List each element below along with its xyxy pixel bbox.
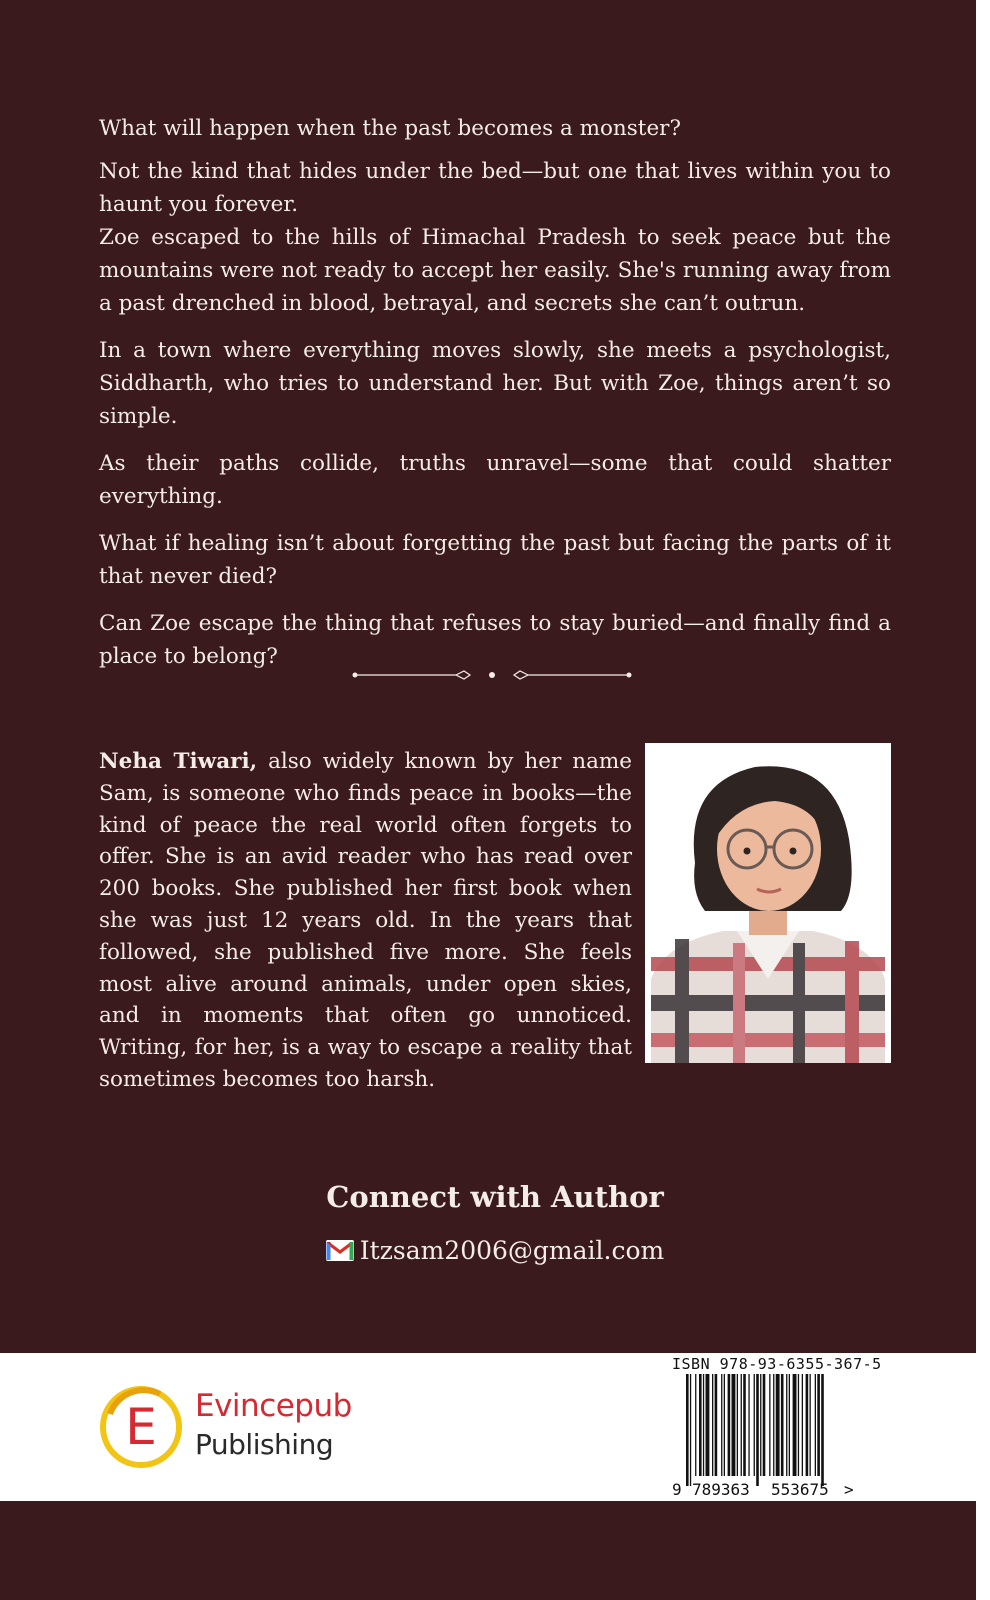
author-email[interactable]: Itzsam2006@gmail.com	[359, 1236, 665, 1265]
barcode-bar	[712, 1374, 713, 1476]
barcode-bar	[724, 1374, 725, 1476]
isbn-barcode	[672, 1374, 902, 1499]
author-photo	[645, 743, 891, 1063]
barcode-bar	[760, 1374, 761, 1476]
author-bio-text: also widely known by her name Sam, is someone who finds peace in books—the kind of peace the real world often forgets to offer. She is an avid reader who has read over 200 books. She published her first book when she was just 12 years old. In the years that followed, she published five more. She feels most alive around animals, under open skies, and in moments that often go unnoticed. Writing, for her, is a way to escape a reality that sometimes becomes too harsh.	[99, 749, 632, 1092]
barcode-bar	[773, 1374, 774, 1476]
barcode-bar	[743, 1374, 746, 1476]
barcode-bar	[821, 1374, 824, 1486]
barcode-bar	[789, 1374, 790, 1476]
barcode-digits-left: 789363	[692, 1480, 750, 1499]
barcode-bar	[776, 1374, 780, 1476]
barcode-bar	[769, 1374, 770, 1476]
barcode-bar	[817, 1374, 820, 1476]
publisher-name: Evincepub	[195, 1388, 352, 1424]
barcode-bar	[741, 1374, 742, 1476]
ornament-divider-icon	[352, 664, 632, 686]
barcode-bar	[721, 1374, 722, 1476]
page-edge	[976, 0, 990, 1600]
barcode-bar	[810, 1374, 811, 1476]
blurb-paragraph: What if healing isn’t about forgetting the past but facing the parts of it that never died?	[99, 531, 891, 589]
barcode-bar	[781, 1374, 784, 1476]
barcode-bar	[728, 1374, 731, 1476]
author-portrait-icon	[645, 743, 891, 1063]
author-contact	[0, 1236, 990, 1265]
barcode-bar	[690, 1374, 691, 1486]
blurb-paragraph: Can Zoe escape the thing that refuses to stay buried—and finally find a place to belong?	[99, 611, 891, 669]
gmail-icon	[326, 1240, 354, 1261]
barcode-end-mark: >	[844, 1480, 854, 1499]
connect-heading: Connect with Author	[326, 1180, 664, 1214]
barcode-bar	[763, 1374, 766, 1476]
barcode-bar	[715, 1374, 718, 1476]
barcode-bars	[686, 1374, 824, 1486]
blurb-paragraph: Zoe escaped to the hills of Himachal Pradesh to seek peace but the mountains were not ready to accept her easily. She's running away from a past drenched in blood, betrayal, and secrets she can’t outrun.	[99, 225, 891, 316]
barcode-bar	[815, 1374, 816, 1476]
barcode-bar	[798, 1374, 799, 1476]
blurb-paragraph: Not the kind that hides under the bed—but one that lives within you to haunt you forever.	[99, 159, 891, 217]
barcode-bar	[686, 1374, 689, 1486]
barcode-digits-right: 553675	[771, 1480, 829, 1499]
author-name: Neha Tiwari,	[99, 749, 258, 774]
barcode-bar	[754, 1374, 755, 1476]
isbn-label: ISBN 978-93-6355-367-5	[672, 1355, 882, 1373]
barcode-bar	[802, 1374, 803, 1476]
barcode-bar	[737, 1374, 738, 1476]
barcode-bar	[695, 1374, 696, 1476]
barcode-bar	[706, 1374, 710, 1476]
barcode-bar	[756, 1374, 759, 1486]
barcode-bar	[786, 1374, 787, 1476]
blurb-paragraph: As their paths collide, truths unravel—some that could shatter everything.	[99, 451, 891, 509]
author-bio	[99, 746, 632, 1096]
barcode-bar	[732, 1374, 736, 1476]
blurb-paragraph: What will happen when the past becomes a monster?	[99, 116, 681, 141]
publisher-logo-icon	[98, 1384, 184, 1470]
barcode-digit-lead: 9	[672, 1480, 682, 1499]
barcode-bar	[699, 1374, 702, 1476]
barcode-bar	[748, 1374, 749, 1476]
publisher-name-secondary: Publishing	[195, 1428, 334, 1461]
barcode-bar	[806, 1374, 809, 1476]
barcode-bar	[703, 1374, 704, 1476]
barcode-bar	[793, 1374, 797, 1476]
publisher-logo-letter: E	[125, 1398, 157, 1456]
blurb-paragraph: In a town where everything moves slowly, she meets a psychologist, Siddharth, who tries to understand her. But with Zoe, things aren’t so simple.	[99, 338, 891, 429]
back-cover-blurb	[99, 112, 891, 687]
